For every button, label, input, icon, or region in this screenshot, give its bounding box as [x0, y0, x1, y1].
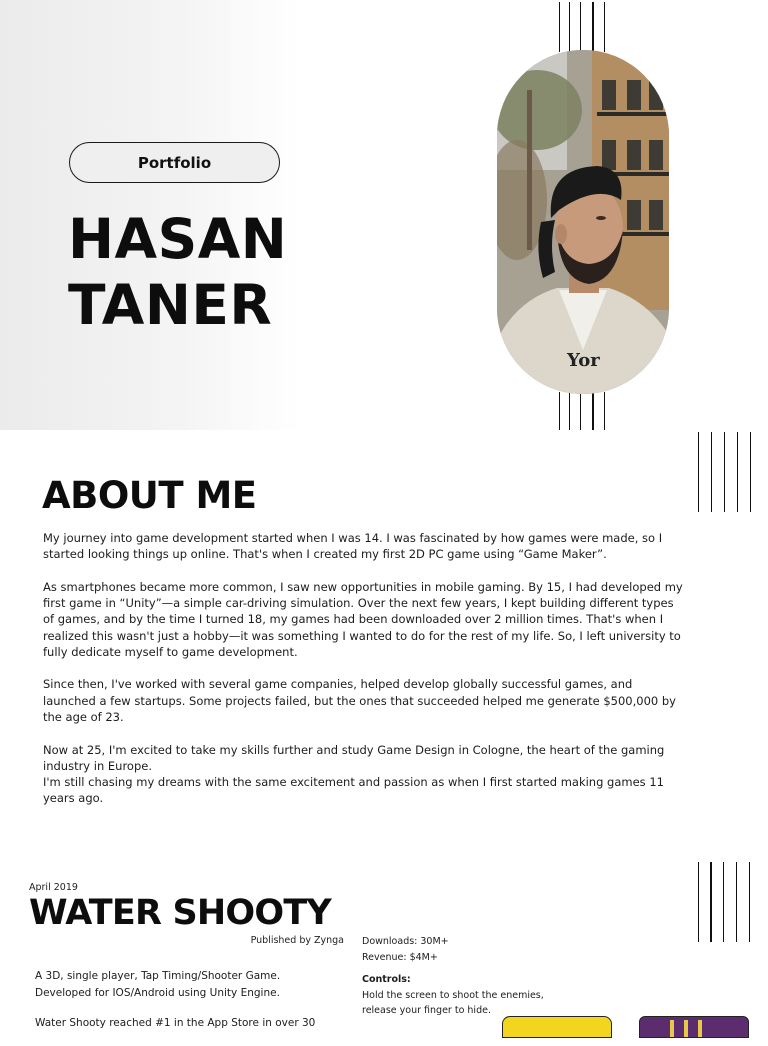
project-controls-text: Hold the screen to shoot the enemies, release your finger to hide. [362, 989, 544, 1016]
hero-name-first: HASAN [68, 207, 288, 271]
about-paragraph: Since then, I've worked with several game companies, helped develop globally successful games, and launched a few startups. Some projects failed, but the ones that succeeded helped me generate $500,000 by the age of 23. [43, 677, 676, 724]
project-description [35, 968, 335, 1046]
portfolio-badge-label: Portfolio [137, 153, 212, 172]
decorative-lines-bottom [559, 392, 611, 430]
project-downloads: Downloads: 30M+ [362, 936, 449, 947]
project-date: April 2019 [29, 882, 78, 893]
hero-name [68, 206, 287, 338]
about-paragraph: As smartphones became more common, I saw new opportunities in mobile gaming. By 15, I had developed my first game in “Unity”—a simple car-driving simulation. Over the next few years, I kept building different types of games, and by the time I turned 18, my games had been downloaded over 2 million times. That's when I realized this wasn't just a hobby—it was something I wanted to do for the rest of my life. So, I left university to fully dedicate myself to game development. [43, 579, 683, 659]
project-revenue: Revenue: $4M+ [362, 951, 438, 963]
game-screenshot-yellow [502, 1016, 612, 1038]
decorative-lines-top [559, 2, 611, 52]
game-screenshot-purple [639, 1016, 749, 1038]
project-title: WATER SHOOTY [29, 893, 331, 933]
hero-name-last: TANER [68, 273, 273, 337]
about-paragraph: Now at 25, I'm excited to take my skills further and study Game Design in Cologne, the heart of the gaming industry in Europe. I'm still chasing my dreams with the same excitement and passion as when I first started making games 11 years ago. [43, 742, 665, 806]
about-body [43, 530, 683, 823]
project-description-paragraph: A 3D, single player, Tap Timing/Shooter Game. Developed for IOS/Android using Unity Engine. [35, 970, 281, 999]
project-controls-label: Controls: [362, 974, 411, 985]
decorative-lines-about [698, 432, 752, 512]
decorative-lines-project [698, 862, 752, 942]
project-stats [362, 934, 562, 1019]
portfolio-badge [69, 142, 280, 183]
about-paragraph: My journey into game development started when I was 14. I was fascinated by how games were made, so I started looking things up online. That's when I created my first 2D PC game using “Game Maker”. [43, 531, 663, 562]
svg-text:Yor: Yor [567, 350, 600, 371]
portrait-photo [497, 50, 669, 394]
about-title: ABOUT ME [42, 474, 257, 517]
project-publisher: Published by Zynga [250, 935, 344, 946]
project-description-paragraph: Water Shooty reached #1 in the App Store in over 30 [35, 1017, 316, 1029]
